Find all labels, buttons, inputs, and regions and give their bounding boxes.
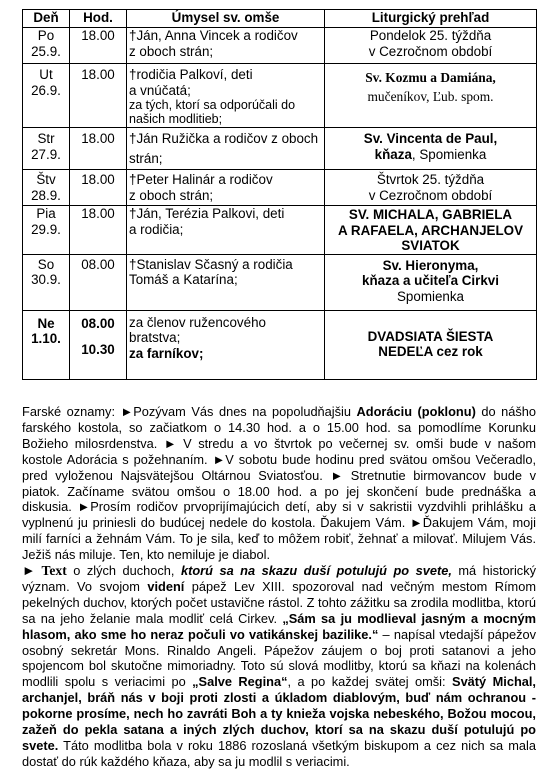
row-intention: za tých, ktorí sa odporúčali do	[129, 98, 296, 112]
row-date: 1.10.	[31, 331, 61, 346]
parish-announcements: Farské oznamy: ►Pozývam Vás dnes na popoludňajšiu Adoráciu (poklonu) do nášho farského kostola, so začiatkom o 14.30 hod. a o 15.00 hod. sa pomodlíme Korunku Božieho milosrdenstva. ► V stredu a vo štvrtok po večernej sv. omši bude v našom kostole Adorácia s požehnaním. ►V sobotu bude hodinu pred svätou omšou Večeradlo, pred vyloženou Najsvätejšou Oltárnou Sviatosťou. ► Stretnutie birmovancov bude v piatok. Začíname svätou omšou o 18.00 hod. a po jej skončení bude prednáška a diskusia. ►Prosím rodičov prvoprijímajúcich detí, aby si v sakristii vyzdvihli prihlášku a vyplnenú ju priniesli do budúcej nedele do kostola. Ďakujem Vám. ►Ďakujem Vám, moji milí farníci a žehnám Vám. To je sila, keď to môžem robiť, žehnať a milovať. Milujem Vás. Ježiš nás miluje. Ten, kto nemiluje je diabol.	[22, 404, 537, 563]
row-time: 18.00	[70, 206, 127, 255]
mass-schedule-table	[22, 9, 537, 380]
row-date: 27.9.	[31, 146, 61, 162]
row-day: Ut	[39, 67, 53, 82]
row-day: So	[37, 256, 55, 272]
row-date: 25.9.	[31, 43, 61, 59]
row-liturgy: mučeníkov, Ľub. spom.	[367, 88, 494, 104]
header-hour: Hod.	[70, 10, 127, 28]
row-intention: †Ján Ružička a rodičov z oboch	[129, 131, 319, 146]
row-liturgy-sunday: DVADSIATA ŠIESTA	[367, 328, 494, 344]
row-intention: strán;	[129, 150, 163, 166]
row-liturgy-feast: SVIATOK	[401, 238, 460, 253]
table-row	[23, 310, 537, 379]
row-intention: †Peter Halinár a rodičov	[129, 172, 273, 187]
row-intention: a rodičia;	[129, 221, 184, 237]
row-liturgy: Spomienka	[397, 288, 464, 304]
row-time: 18.00	[70, 64, 127, 128]
row-intention: a vnúčatá;	[129, 82, 191, 98]
row-day: Po	[37, 28, 55, 43]
header-liturgy: Liturgický prehľad	[325, 10, 537, 28]
row-intention: našich modlitieb;	[129, 112, 223, 126]
row-liturgy-saint: Sv. Kozmu a Damiána,	[365, 70, 496, 85]
table-header-row	[23, 10, 537, 28]
table-row	[23, 170, 537, 206]
text-heading: ► Text	[22, 563, 67, 578]
row-liturgy-title: kňaza a učiteľa Cirkvi	[362, 273, 499, 288]
row-date: 29.9.	[31, 221, 61, 237]
table-row	[23, 206, 537, 255]
row-time: 18.00	[70, 128, 127, 170]
row-day: Štv	[36, 172, 56, 187]
row-liturgy: Štvrtok 25. týždňa	[376, 172, 485, 187]
row-intention: z oboch strán;	[129, 43, 214, 59]
row-intention: †rodičia Palkoví, deti	[129, 67, 253, 82]
row-intention: za členov ružencového	[129, 314, 266, 330]
row-day: Pia	[36, 206, 56, 221]
row-time: 18.00	[70, 170, 127, 206]
row-liturgy: Pondelok 25. týždňa	[369, 28, 492, 43]
row-intention: †Ján, Terézia Palkovi, deti	[129, 206, 285, 221]
row-liturgy: v Cezročnom období	[368, 43, 493, 59]
header-intention: Úmysel sv. omše	[127, 10, 325, 28]
table-row	[23, 28, 537, 64]
row-intention: bratstva;	[129, 330, 181, 345]
row-intention: †Stanislav Sčasný a rodičia	[129, 256, 293, 272]
table-row	[23, 64, 537, 128]
quote: „Sám sa ju modlieval jasným a mocným hlasom, ako sme ho neraz počuli vo vatikánskej bazilike.“	[22, 610, 536, 642]
row-day: Str	[37, 131, 55, 146]
row-liturgy-saint: Sv. Hieronyma,	[382, 257, 479, 273]
row-time: 18.00	[70, 28, 127, 64]
row-time: 08.00	[70, 254, 127, 310]
row-liturgy-feast: A RAFAELA, ARCHANJELOV	[338, 222, 523, 238]
row-time: 08.00	[81, 315, 115, 331]
table-row	[23, 254, 537, 310]
row-date: 26.9.	[31, 82, 61, 98]
row-intention: za farníkov;	[129, 345, 204, 361]
prayer-history-text: ► Text o zlých duchoch, ktorú sa na skazu duší potulujú po svete, má historický význam. Vo svojom videní pápež Lev XIII. spozoroval nad večným mestom Rímom pekelných duchov, ktorých počet ustavične rástol. Z tohto zážitku sa zrodila modlitba, ktorú sa na jeho želanie mala modliť celá Cirkev. „Sám sa ju modlieval jasným a mocným hlasom, ako sme ho neraz počuli vo vatikánskej bazilike.“ – napísal vtedajší pápežov osobný sekretár Mons. Rinaldo Angeli. Pápežov záujem o boj proti satanovi a jeho spojencom bol skutočne mimoriadny. Toto sú slová modlitby, ktorú sa kňazi na kolenách modlili spolu s veriacimi po „Salve Regina“, a po každej svätej omši: Svätý Michal, archanjel, bráň nás v boji proti zlosti a úkladom diablovým, buď nám ochranou - pokorne prosíme, nech ho zavráti Boh a ty knieža vojska nebeského, Božou mocou, zažeň do pekla satana a iných zlých duchov, ktorí sa na skazu duší potulujú po svete. Táto modlitba bola v roku 1886 rozoslaná všetkým biskupom a cez nich sa mala dostať do rúk každého kňaza, aby sa ju modlil s veriacimi.	[22, 563, 536, 769]
row-date: 28.9.	[31, 187, 61, 203]
row-date: 30.9.	[31, 272, 61, 287]
row-liturgy: , Spomienka	[411, 146, 487, 162]
row-intention: z oboch strán;	[129, 187, 214, 203]
row-intention: †Ján, Anna Vincek a rodičov	[129, 28, 298, 43]
row-liturgy-feast: SV. MICHALA, GABRIELA	[348, 207, 513, 222]
row-liturgy-title: kňaza	[374, 146, 412, 162]
table-row	[23, 128, 537, 170]
row-liturgy-saint: Sv. Vincenta de Paul,	[363, 131, 498, 146]
row-day: Ne	[37, 315, 55, 331]
adoration-highlight: Adoráciu (poklonu)	[356, 404, 476, 419]
row-time: 10.30	[81, 342, 115, 357]
row-liturgy-sunday: NEDEĽA cez rok	[378, 344, 483, 359]
row-liturgy: v Cezročnom období	[368, 187, 493, 203]
header-day: Deň	[23, 10, 70, 28]
row-intention: Tomáš a Katarína;	[129, 272, 238, 287]
st-michael-prayer: Svätý Michal, archanjel, bráň nás v boji proti zlosti a úkladom diablovým, buď nám ochranou - pokorne prosíme, nech ho zavráti Boh a ty knieža vojska nebeského, Božou mocou, zažeň do pekla satana a iných zlých duchov, ktorí sa na skazu duší potulujú po svete.	[22, 674, 536, 753]
